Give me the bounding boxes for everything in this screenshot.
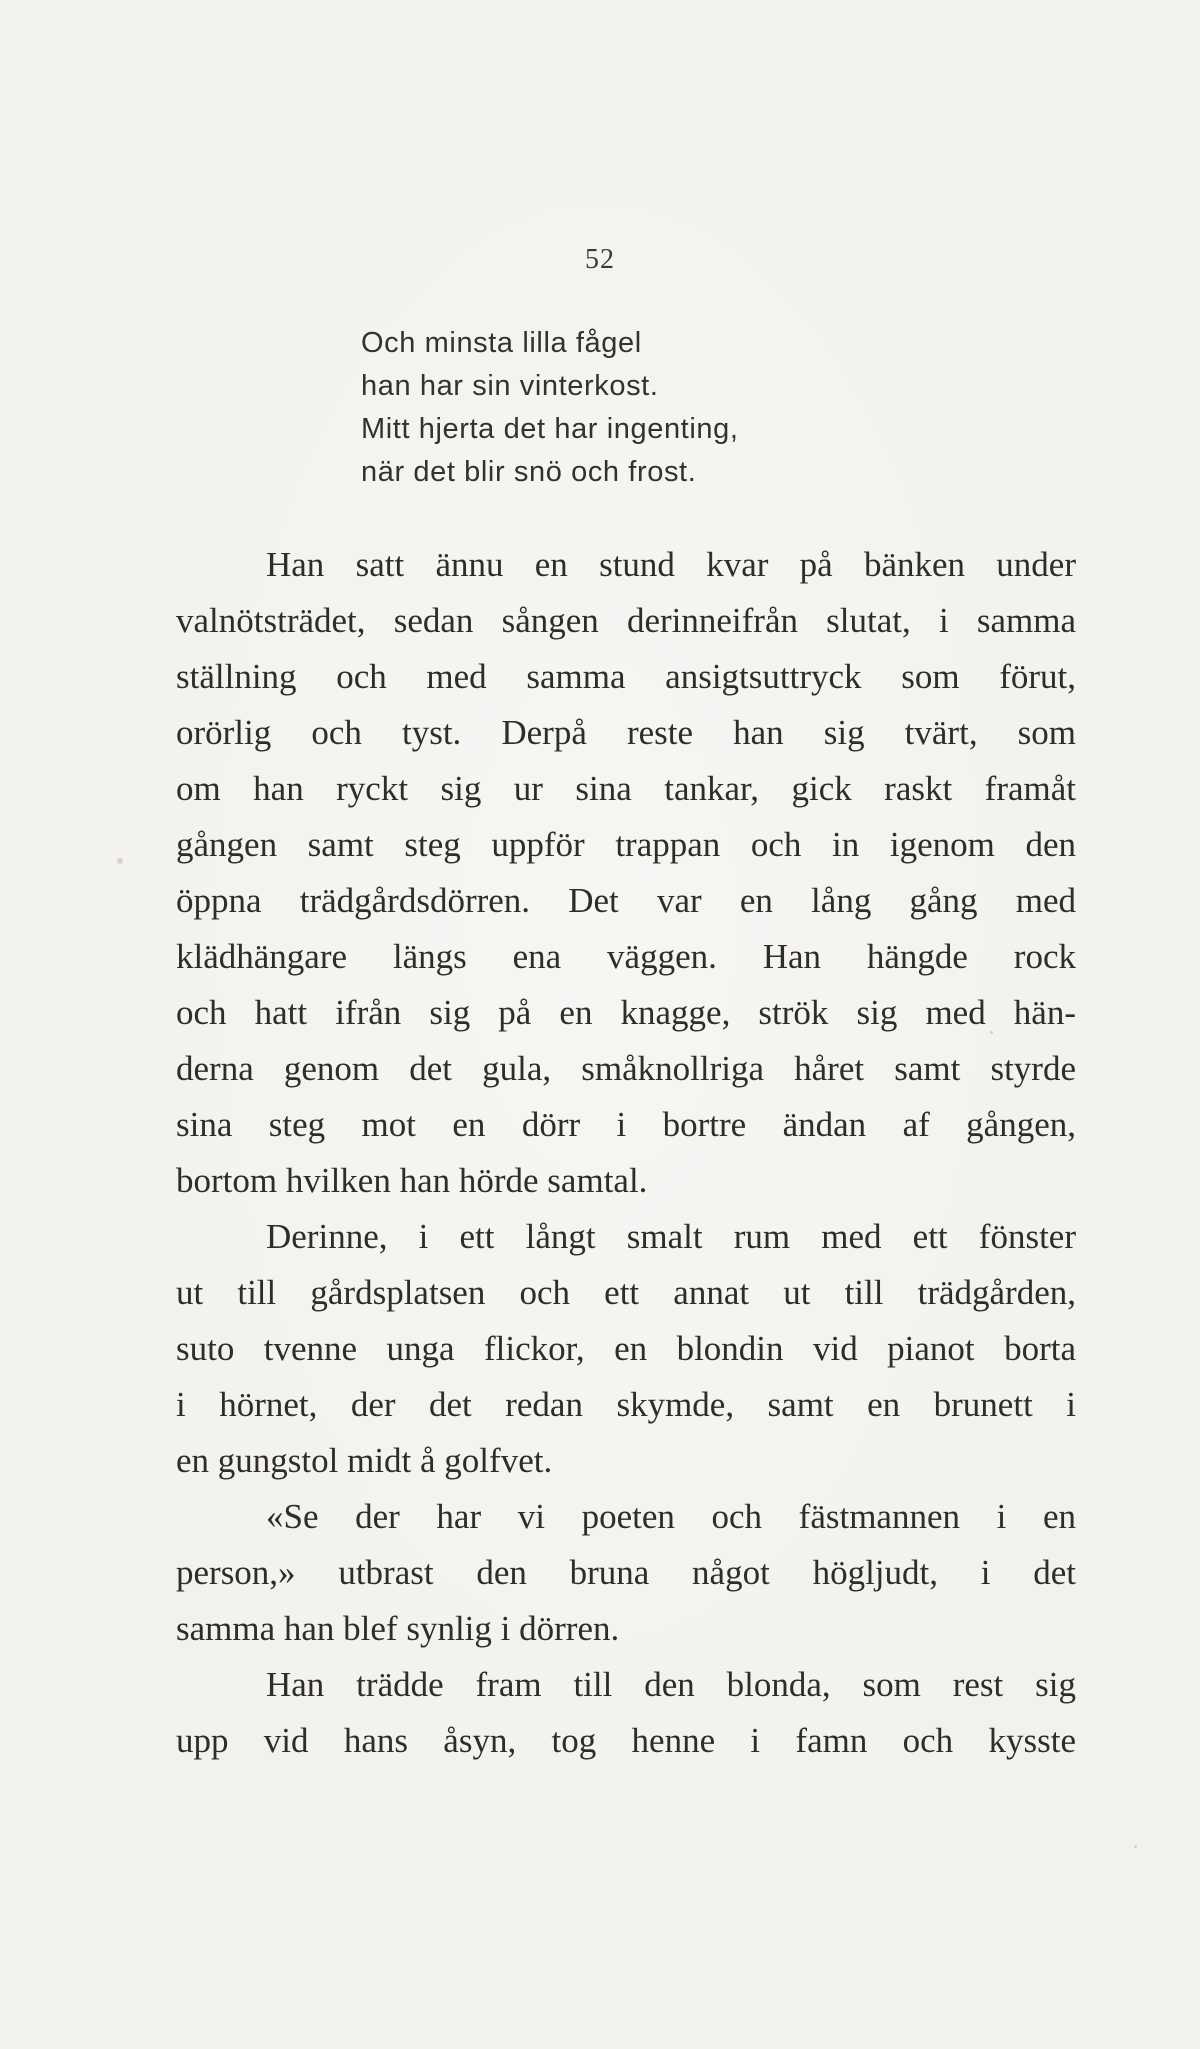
text-line: suto tvenne unga flickor, en blondin vid pianot borta [176, 1329, 1076, 1368]
paper-speck [1134, 1845, 1137, 1848]
text-line: i hörnet, der det redan skymde, samt en brunett i [176, 1385, 1076, 1424]
text-line: valnötsträdet, sedan sången derinneifrån slutat, i samma [176, 601, 1076, 640]
text-line: samma han blef synlig i dörren. [176, 1609, 620, 1648]
verse-line: Mitt hjerta det har ingenting, [361, 413, 739, 445]
text-line: Han satt ännu en stund kvar på bänken under [266, 545, 1076, 584]
text-line: orörlig och tyst. Derpå reste han sig tvärt, som [176, 713, 1076, 752]
text-line: «Se der har vi poeten och fästmannen i en [266, 1497, 1076, 1536]
text-line: person,» utbrast den bruna något högljudt, i det [176, 1553, 1076, 1592]
text-line: sina steg mot en dörr i bortre ändan af gången, [176, 1105, 1076, 1144]
paragraph [176, 1209, 1076, 1489]
text-line: bortom hvilken han hörde samtal. [176, 1161, 648, 1200]
text-line: Derinne, i ett långt smalt rum med ett fönster [266, 1217, 1076, 1256]
verse-line: när det blir snö och frost. [361, 456, 697, 488]
text-line: öppna trädgårdsdörren. Det var en lång gång med [176, 881, 1076, 920]
text-line: och hatt ifrån sig på en knagge, strök sig med hän- [176, 993, 1076, 1032]
text-line: upp vid hans åsyn, tog henne i famn och kysste [176, 1721, 1076, 1760]
verse-line: han har sin vinterkost. [361, 370, 659, 402]
text-line: derna genom det gula, småknollriga håret samt styrde [176, 1049, 1076, 1088]
paragraph [176, 1489, 1076, 1657]
text-line: ut till gårdsplatsen och ett annat ut till trädgården, [176, 1273, 1076, 1312]
page-number: 52 [585, 244, 615, 275]
paper-speck [117, 858, 123, 864]
prose-body [176, 537, 1076, 1769]
text-line: en gungstol midt å golfvet. [176, 1441, 553, 1480]
text-line: klädhängare längs ena väggen. Han hängde rock [176, 937, 1076, 976]
verse-stanza [361, 322, 881, 494]
text-line: Han trädde fram till den blonda, som rest sig [266, 1665, 1076, 1704]
text-line: om han ryckt sig ur sina tankar, gick raskt framåt [176, 769, 1076, 808]
paragraph [176, 537, 1076, 1209]
paragraph [176, 1657, 1076, 1769]
paper-speck [990, 1031, 993, 1034]
text-line: ställning och med samma ansigtsuttryck som förut, [176, 657, 1076, 696]
verse-line: Och minsta lilla fågel [361, 327, 642, 359]
text-line: gången samt steg uppför trappan och in igenom den [176, 825, 1076, 864]
